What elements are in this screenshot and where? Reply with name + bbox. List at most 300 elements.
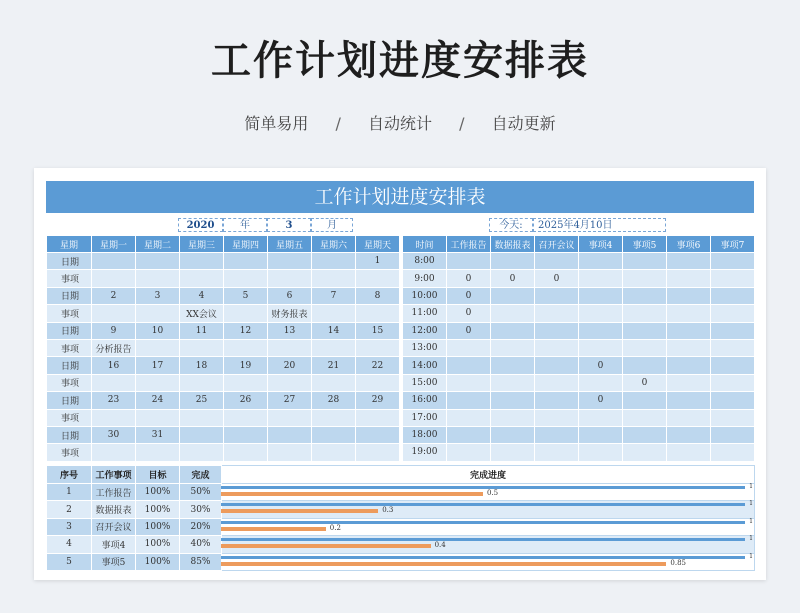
schedule-cell[interactable] [535, 426, 579, 443]
time-cell: 18:00 [403, 426, 447, 443]
schedule-cell[interactable] [491, 426, 535, 443]
calendar-cell[interactable] [268, 444, 312, 461]
schedule-cell[interactable] [447, 357, 491, 374]
calendar-cell[interactable] [356, 444, 400, 461]
target-bar [221, 521, 745, 524]
row-label: 事项 [47, 270, 92, 287]
schedule-header-cell: 数据报表 [491, 236, 535, 253]
schedule-header-cell: 事项4 [579, 236, 623, 253]
calendar-cell[interactable]: 11 [180, 322, 224, 339]
schedule-cell[interactable] [579, 305, 623, 322]
time-cell: 17:00 [403, 409, 447, 426]
target-bar-label: 1 [749, 483, 753, 490]
schedule-cell[interactable] [535, 392, 579, 409]
date-row [47, 392, 400, 409]
item-row [47, 305, 400, 322]
schedule-cell[interactable] [711, 339, 755, 356]
schedule-cell[interactable] [491, 444, 535, 461]
calendar-cell[interactable] [224, 426, 268, 443]
progress-no-cell: 3 [47, 518, 92, 535]
schedule-cell[interactable] [535, 287, 579, 304]
row-label: 日期 [47, 287, 92, 304]
progress-done-cell: 30% [180, 501, 222, 518]
calendar-cell[interactable]: 19 [224, 357, 268, 374]
progress-done-cell: 20% [180, 518, 222, 535]
row-label: 事项 [47, 374, 92, 391]
progress-task-cell: 数据报表 [92, 501, 136, 518]
schedule-cell[interactable] [491, 357, 535, 374]
schedule-cell[interactable] [491, 305, 535, 322]
today-label: 今天: [489, 218, 533, 232]
schedule-header-cell: 事项7 [711, 236, 755, 253]
schedule-cell[interactable] [623, 322, 667, 339]
schedule-cell[interactable] [491, 374, 535, 391]
schedule-cell[interactable] [667, 444, 711, 461]
row-label: 日期 [47, 357, 92, 374]
schedule-cell[interactable] [711, 409, 755, 426]
target-bar-label: 1 [749, 552, 753, 560]
target-bar [221, 556, 745, 559]
calendar-cell[interactable] [224, 339, 268, 356]
time-cell: 8:00 [403, 253, 447, 270]
row-label: 日期 [47, 322, 92, 339]
time-cell: 9:00 [403, 270, 447, 287]
schedule-row [403, 374, 755, 391]
schedule-row [403, 357, 755, 374]
schedule-cell[interactable] [667, 322, 711, 339]
calendar-cell[interactable] [312, 426, 356, 443]
calendar-cell[interactable] [92, 374, 136, 391]
target-bar [221, 486, 745, 489]
calendar-cell[interactable]: 6 [268, 287, 312, 304]
calendar-cell[interactable] [268, 374, 312, 391]
date-row [47, 322, 400, 339]
calendar-cell[interactable]: 27 [268, 392, 312, 409]
calendar-cell[interactable]: 31 [136, 426, 180, 443]
progress-header-cell: 目标 [136, 466, 180, 484]
schedule-cell[interactable] [579, 444, 623, 461]
calendar-cell[interactable]: 1 [356, 253, 400, 270]
time-cell: 11:00 [403, 305, 447, 322]
schedule-cell[interactable] [491, 339, 535, 356]
schedule-row [403, 444, 755, 461]
item-row [47, 444, 400, 461]
schedule-cell[interactable] [579, 253, 623, 270]
schedule-cell[interactable] [623, 287, 667, 304]
schedule-row [403, 270, 755, 287]
target-bar [221, 503, 745, 506]
subtitle-item: 简单易用 [244, 114, 309, 133]
calendar-cell[interactable] [180, 444, 224, 461]
schedule-cell[interactable] [711, 444, 755, 461]
schedule-row [403, 287, 755, 304]
schedule-cell[interactable] [447, 392, 491, 409]
schedule-cell[interactable]: 0 [447, 270, 491, 287]
date-row [47, 253, 400, 270]
calendar-cell[interactable] [224, 305, 268, 322]
hero-title: 工作计划进度安排表 [211, 38, 589, 84]
calendar-cell[interactable] [356, 305, 400, 322]
calendar-cell[interactable]: 13 [268, 322, 312, 339]
done-bar [221, 509, 378, 513]
progress-header-cell: 完成 [180, 466, 222, 484]
schedule-header-cell: 事项5 [623, 236, 667, 253]
calendar-cell[interactable] [136, 409, 180, 426]
progress-target-cell: 100% [136, 484, 180, 501]
schedule-cell[interactable] [711, 305, 755, 322]
time-cell: 15:00 [403, 374, 447, 391]
calendar-cell[interactable]: 2 [92, 287, 136, 304]
calendar-cell[interactable] [92, 270, 136, 287]
schedule-cell[interactable] [623, 357, 667, 374]
done-bar [221, 492, 483, 496]
schedule-cell[interactable] [623, 253, 667, 270]
calendar-cell[interactable]: 7 [312, 287, 356, 304]
schedule-cell[interactable] [667, 357, 711, 374]
schedule-cell[interactable] [667, 270, 711, 287]
item-row [47, 409, 400, 426]
calendar-cell[interactable] [312, 270, 356, 287]
progress-header-cell: 工作事项 [92, 466, 136, 484]
month-label: 月 [311, 218, 353, 232]
progress-bar-row [221, 484, 753, 501]
calendar-cell[interactable] [136, 374, 180, 391]
calendar-header-cell: 星期五 [268, 236, 312, 253]
schedule-cell[interactable] [447, 409, 491, 426]
calendar-cell[interactable] [180, 339, 224, 356]
calendar-cell[interactable] [136, 444, 180, 461]
subtitle-item: 自动统计 [367, 114, 432, 133]
target-bar-label: 1 [749, 535, 753, 543]
calendar-cell[interactable]: 18 [180, 357, 224, 374]
progress-target-cell: 100% [136, 536, 180, 553]
calendar-cell[interactable]: 25 [180, 392, 224, 409]
done-bar-label: 0.2 [329, 523, 341, 532]
schedule-row [403, 339, 755, 356]
schedule-cell[interactable] [711, 392, 755, 409]
progress-bars [221, 484, 753, 572]
calendar-cell[interactable] [136, 253, 180, 270]
calendar-cell[interactable] [92, 409, 136, 426]
progress-header-cell: 序号 [47, 466, 92, 484]
calendar-cell[interactable] [92, 253, 136, 270]
row-label: 事项 [47, 305, 92, 322]
calendar-cell[interactable] [180, 374, 224, 391]
subtitle-item: 自动更新 [491, 114, 556, 133]
calendar-cell[interactable] [92, 444, 136, 461]
schedule-cell[interactable] [447, 426, 491, 443]
schedule-cell[interactable] [491, 253, 535, 270]
progress-header-cell: 完成进度 [222, 466, 755, 484]
calendar-cell[interactable] [268, 426, 312, 443]
schedule-cell[interactable] [623, 409, 667, 426]
schedule-row [403, 305, 755, 322]
progress-task-cell: 召开会议 [92, 518, 136, 535]
calendar-header-cell: 星期六 [312, 236, 356, 253]
schedule-cell[interactable] [623, 339, 667, 356]
row-label: 事项 [47, 339, 92, 356]
schedule-cell[interactable] [623, 305, 667, 322]
calendar-cell[interactable] [268, 253, 312, 270]
done-bar-label: 0.4 [434, 541, 446, 550]
calendar-cell[interactable]: 21 [312, 357, 356, 374]
subtitle [0, 112, 800, 136]
time-cell: 14:00 [403, 357, 447, 374]
schedule-cell[interactable] [535, 409, 579, 426]
schedule-cell[interactable] [667, 409, 711, 426]
calendar-cell[interactable]: 22 [356, 357, 400, 374]
done-bar [221, 527, 326, 531]
schedule-cell[interactable]: 0 [579, 357, 623, 374]
calendar-header-cell: 星期 [47, 236, 92, 253]
calendar-cell[interactable]: 15 [356, 322, 400, 339]
calendar-cell[interactable]: 20 [268, 357, 312, 374]
schedule-cell[interactable] [447, 339, 491, 356]
schedule-cell[interactable] [579, 322, 623, 339]
schedule-cell[interactable] [579, 270, 623, 287]
schedule-cell[interactable] [535, 253, 579, 270]
calendar-cell[interactable]: 16 [92, 357, 136, 374]
calendar-cell[interactable] [180, 253, 224, 270]
calendar-cell[interactable] [180, 409, 224, 426]
row-label: 事项 [47, 409, 92, 426]
schedule-cell[interactable] [711, 426, 755, 443]
calendar-cell[interactable] [312, 253, 356, 270]
schedule-cell[interactable] [447, 374, 491, 391]
progress-task-cell: 事项4 [92, 536, 136, 553]
schedule-cell[interactable] [491, 409, 535, 426]
schedule-row [403, 392, 755, 409]
calendar-cell[interactable]: 3 [136, 287, 180, 304]
calendar-cell[interactable] [268, 270, 312, 287]
progress-no-cell: 1 [47, 484, 92, 501]
schedule-cell[interactable] [579, 287, 623, 304]
date-row [47, 357, 400, 374]
progress-bar-row [221, 536, 753, 553]
row-label: 日期 [47, 253, 92, 270]
calendar-cell[interactable]: XX会议 [180, 305, 224, 322]
calendar-cell[interactable] [224, 253, 268, 270]
schedule-row [403, 426, 755, 443]
calendar-cell[interactable]: 5 [224, 287, 268, 304]
info-row [0, 218, 800, 232]
calendar-cell[interactable]: 24 [136, 392, 180, 409]
schedule-cell[interactable] [447, 253, 491, 270]
calendar-cell[interactable] [356, 339, 400, 356]
schedule-cell[interactable] [535, 305, 579, 322]
calendar-cell[interactable]: 10 [136, 322, 180, 339]
schedule-cell[interactable] [667, 253, 711, 270]
calendar-cell[interactable]: 30 [92, 426, 136, 443]
calendar-cell[interactable]: 14 [312, 322, 356, 339]
schedule-cell[interactable] [711, 374, 755, 391]
year-label: 年 [223, 218, 267, 232]
calendar-cell[interactable] [312, 374, 356, 391]
schedule-row [403, 253, 755, 270]
schedule-cell[interactable]: 0 [447, 322, 491, 339]
schedule-header-cell: 时间 [403, 236, 447, 253]
calendar-table [46, 235, 400, 462]
progress-bar-row [221, 554, 753, 571]
schedule-cell[interactable] [667, 426, 711, 443]
schedule-row [403, 409, 755, 426]
schedule-cell[interactable] [711, 270, 755, 287]
calendar-cell[interactable] [356, 374, 400, 391]
calendar-cell[interactable] [224, 270, 268, 287]
calendar-cell[interactable] [180, 270, 224, 287]
schedule-cell[interactable] [491, 287, 535, 304]
subtitle-separator: / [459, 114, 465, 133]
calendar-cell[interactable]: 财务报表 [268, 305, 312, 322]
schedule-cell[interactable] [623, 444, 667, 461]
item-row [47, 374, 400, 391]
item-row [47, 270, 400, 287]
schedule-cell[interactable] [535, 374, 579, 391]
schedule-cell[interactable]: 0 [579, 392, 623, 409]
schedule-cell[interactable] [667, 392, 711, 409]
schedule-cell[interactable] [491, 392, 535, 409]
schedule-cell[interactable]: 0 [447, 287, 491, 304]
calendar-cell[interactable] [356, 270, 400, 287]
calendar-cell[interactable] [312, 339, 356, 356]
calendar-cell[interactable] [268, 409, 312, 426]
schedule-table [402, 235, 755, 462]
time-cell: 10:00 [403, 287, 447, 304]
progress-target-cell: 100% [136, 553, 180, 570]
schedule-cell[interactable]: 0 [447, 305, 491, 322]
month-input[interactable]: 3 [267, 218, 311, 232]
date-row [47, 426, 400, 443]
target-bar [221, 538, 745, 541]
calendar-header-cell: 星期三 [180, 236, 224, 253]
schedule-cell[interactable] [711, 287, 755, 304]
schedule-cell[interactable] [623, 270, 667, 287]
schedule-header-cell: 事项6 [667, 236, 711, 253]
row-label: 日期 [47, 426, 92, 443]
calendar-cell[interactable]: 26 [224, 392, 268, 409]
progress-task-cell: 事项5 [92, 553, 136, 570]
schedule-cell[interactable] [579, 409, 623, 426]
schedule-row [403, 322, 755, 339]
schedule-header-cell: 召开会议 [535, 236, 579, 253]
progress-no-cell: 5 [47, 553, 92, 570]
done-bar-label: 0.5 [487, 489, 499, 497]
calendar-cell[interactable] [136, 339, 180, 356]
target-bar-label: 1 [749, 517, 753, 525]
year-input[interactable]: 2020 [178, 218, 223, 232]
calendar-cell[interactable] [312, 409, 356, 426]
done-bar [221, 562, 666, 566]
schedule-header-cell: 工作报告 [447, 236, 491, 253]
calendar-header-cell: 星期天 [356, 236, 400, 253]
calendar-cell[interactable] [312, 444, 356, 461]
schedule-cell[interactable] [667, 287, 711, 304]
schedule-cell[interactable] [579, 426, 623, 443]
schedule-cell[interactable] [667, 339, 711, 356]
sheet-title: 工作计划进度安排表 [46, 181, 754, 213]
calendar-cell[interactable] [312, 305, 356, 322]
progress-bar-row [221, 501, 753, 518]
done-bar-label: 0.3 [382, 506, 394, 515]
progress-done-cell: 85% [180, 553, 222, 570]
calendar-header-cell: 星期二 [136, 236, 180, 253]
time-cell: 13:00 [403, 339, 447, 356]
progress-bar-row [221, 519, 753, 536]
progress-task-cell: 工作报告 [92, 484, 136, 501]
progress-no-cell: 2 [47, 501, 92, 518]
calendar-cell[interactable]: 29 [356, 392, 400, 409]
done-bar [221, 544, 431, 548]
calendar-cell[interactable]: 分析报告 [92, 339, 136, 356]
calendar-cell[interactable] [136, 305, 180, 322]
today-value: 2025年4月10日 [533, 218, 666, 232]
calendar-cell[interactable] [268, 339, 312, 356]
time-cell: 12:00 [403, 322, 447, 339]
progress-target-cell: 100% [136, 501, 180, 518]
calendar-cell[interactable]: 17 [136, 357, 180, 374]
row-label: 事项 [47, 444, 92, 461]
time-cell: 19:00 [403, 444, 447, 461]
calendar-cell[interactable]: 28 [312, 392, 356, 409]
schedule-cell[interactable] [579, 374, 623, 391]
schedule-cell[interactable] [535, 322, 579, 339]
schedule-cell[interactable] [447, 444, 491, 461]
calendar-cell[interactable] [224, 444, 268, 461]
schedule-cell[interactable] [711, 322, 755, 339]
calendar-cell[interactable] [224, 409, 268, 426]
progress-done-cell: 40% [180, 536, 222, 553]
schedule-cell[interactable] [535, 357, 579, 374]
done-bar-label: 0.85 [670, 558, 686, 567]
calendar-cell[interactable]: 23 [92, 392, 136, 409]
schedule-cell[interactable] [535, 339, 579, 356]
date-row [47, 287, 400, 304]
calendar-cell[interactable]: 4 [180, 287, 224, 304]
calendar-cell[interactable] [180, 426, 224, 443]
schedule-cell[interactable] [711, 253, 755, 270]
progress-no-cell: 4 [47, 536, 92, 553]
schedule-cell[interactable] [711, 357, 755, 374]
row-label: 日期 [47, 392, 92, 409]
calendar-cell[interactable]: 8 [356, 287, 400, 304]
calendar-cell[interactable]: 9 [92, 322, 136, 339]
schedule-cell[interactable]: 0 [535, 270, 579, 287]
time-cell: 16:00 [403, 392, 447, 409]
calendar-cell[interactable] [224, 374, 268, 391]
subtitle-separator: / [335, 114, 341, 133]
calendar-header-cell: 星期一 [92, 236, 136, 253]
schedule-cell[interactable]: 0 [491, 270, 535, 287]
schedule-cell[interactable] [579, 339, 623, 356]
progress-target-cell: 100% [136, 518, 180, 535]
calendar-cell[interactable] [92, 305, 136, 322]
calendar-cell[interactable] [356, 409, 400, 426]
calendar-header-cell: 星期四 [224, 236, 268, 253]
schedule-cell[interactable] [623, 392, 667, 409]
schedule-cell[interactable] [667, 374, 711, 391]
schedule-cell[interactable] [623, 426, 667, 443]
calendar-cell[interactable]: 12 [224, 322, 268, 339]
schedule-cell[interactable] [667, 305, 711, 322]
target-bar-label: 1 [749, 500, 753, 508]
schedule-cell[interactable]: 0 [623, 374, 667, 391]
calendar-cell[interactable] [136, 270, 180, 287]
calendar-cell[interactable] [356, 426, 400, 443]
progress-done-cell: 50% [180, 484, 222, 501]
schedule-cell[interactable] [535, 444, 579, 461]
schedule-cell[interactable] [491, 322, 535, 339]
item-row [47, 339, 400, 356]
